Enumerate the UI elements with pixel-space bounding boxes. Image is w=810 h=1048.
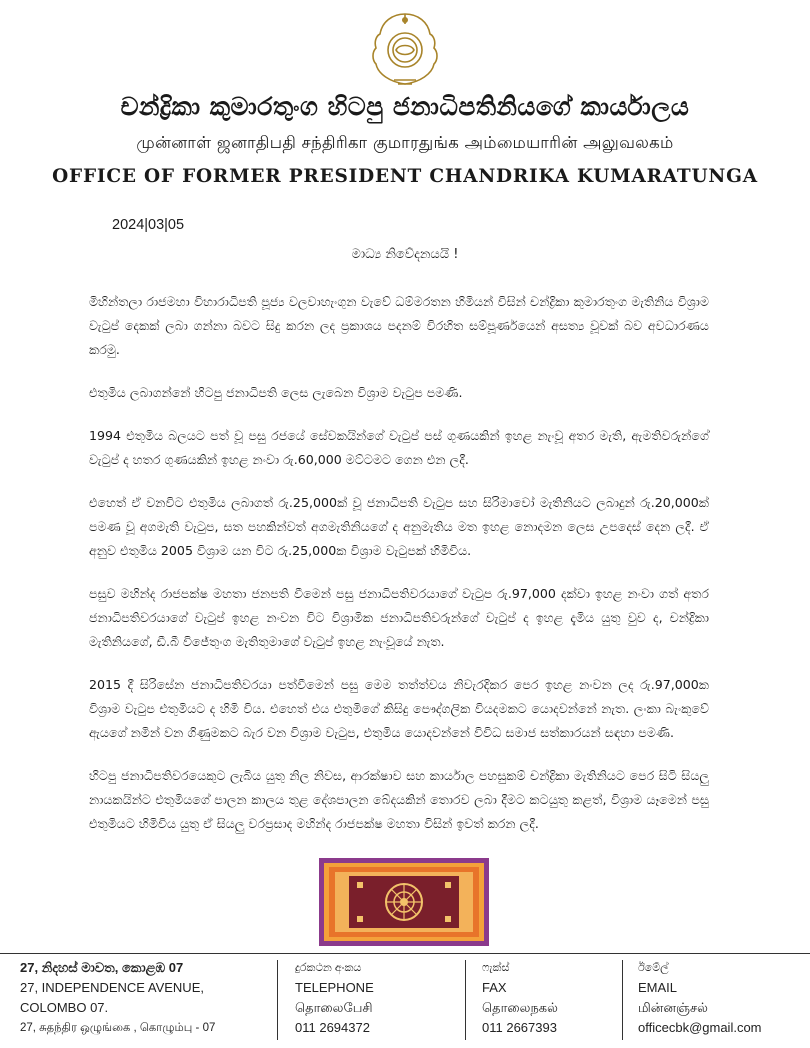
office-title-english: OFFICE OF FORMER PRESIDENT CHANDRIKA KUMARATUNGA (52, 166, 758, 187)
footer-divider (0, 953, 810, 954)
email-label-tamil: மின்னஞ்சல் (638, 1000, 708, 1015)
document-date: 2024|03|05 (112, 217, 185, 233)
footer-separator (622, 960, 623, 1040)
telephone-label-english: TELEPHONE (295, 980, 374, 995)
address-english-line2: COLOMBO 07. (20, 1000, 109, 1015)
office-title-tamil: முன்னாள் ஜனாதிபதி சந்திரிகா குமாரதுங்க அம்மையாரின் அலுவலகம் (136, 133, 674, 152)
footer-separator (277, 960, 278, 1040)
paragraph: මිහින්තලා රාජමහා විහාරාධිපති පූජ්‍ය වලවාහැංගුන වැවේ ධම්මරතන හිමියන් විසින් චන්ද්‍රිකා කුමාරතුංග මැතිනිය විශ්‍රාම වැටුප් දෙකක් ලබා ගන්නා බවට සිදු කරන ලද ප්‍රකාශය පදනම් විරහිත සම්පූර්ණයෙන් අසත්‍ය වූවක් බව අවධාරණය කරමු. (89, 294, 709, 357)
address-tamil: 27, சுதந்திர ஒழுங்கை , கொழும்பு - 07 (20, 1022, 216, 1034)
fax-number: 011 2667393 (482, 1020, 557, 1035)
footer-address (20, 958, 270, 1038)
telephone-number[interactable]: 011 2694372 (295, 1020, 370, 1035)
office-title-sinhala: චන්ද්‍රිකා කුමාරතුංග හිටපු ජනාධිපතිනියගේ කාර්යාලය (120, 92, 690, 121)
paragraph: 1994 එතුමිය බලයට පත් වූ පසු රජයේ සේවකයින්ගේ වැටුප් පස් ගුණයකින් ඉහළ නැංවූ අතර මැති, ඇමතිවරුන්ගේ වැටුප් ද හතර ගුණයකින් ඉහළ නංවා රු.60,000 මට්ටමට ගෙන එන ලදී. (89, 428, 709, 467)
fax-label-tamil: தொலைநகல் (482, 1000, 558, 1015)
address-english-line1: 27, INDEPENDENCE AVENUE, (20, 980, 204, 995)
footer-fax (482, 958, 612, 1038)
document-body (89, 290, 709, 855)
paragraph: එහෙත් ඒ වනවිට එතුමිය ලබාගත් රු.25,000ක් වූ ජනාධිපති වැටුප සහ සිරිමාවෝ මැතිනියට ලබාදුන් රු.20,000ක් පමණ වූ අගමැති වැටුප, සත පහකින්වත් අගමැතිනියගේ ද අනුමැතිය මත ඉහළ නොදමන ලෙස උපදෙස් දෙන ලදී. ඒ අනුව එතුමිය 2005 විශ්‍රාම යන විට රු.25,000ක විශ්‍රාම වැටුපක් හිමිවිය. (89, 495, 709, 558)
footer-email (638, 958, 808, 1038)
fax-label-english: FAX (482, 980, 507, 995)
party-flag-icon (319, 858, 489, 946)
paragraph: එතුමිය ලබාගන්නේ හිටපු ජනාධිපති ලෙස ලැබෙන විශ්‍රාම වැටුප පමණි. (89, 385, 463, 400)
paragraph: පසුව මහින්ද රාජපක්ෂ මහතා ජනපති වීමෙන් පසු ජනාධිපතිවරයාගේ වැටුප රු.97,000 දක්වා ඉහළ නංවා ගත් අතර ජනාධිපතිවරයාගේ වැටුප් ඉහළ නංවන විට විශ්‍රාමික ජනාධිපතිවරුන්ගේ වැටුප් ද ඉහළ දැමිය යුතු වුව ද, චන්ද්‍රිකා මැතිනියගේ, ඩී.බී විජේතුංග මැතිතුමාගේ වැටුප් ඉහළ නැංවූයේ නැත. (89, 586, 709, 649)
fax-label-sinhala: ෆැක්ස් (482, 962, 510, 974)
document-subject: මාධ්‍ය නිවේදනයයි ! (351, 247, 459, 262)
address-sinhala: 27, නිදහස් මාවත, කොළඹ 07 (20, 960, 184, 975)
email-address[interactable]: officecbk@gmail.com (638, 1020, 762, 1035)
state-emblem-icon (368, 10, 442, 88)
email-label-sinhala: ඊමේල් (638, 962, 669, 974)
telephone-label-tamil: தொலைபேசி (295, 1000, 373, 1015)
footer-telephone (295, 958, 455, 1038)
footer-separator (465, 960, 466, 1040)
paragraph: 2015 දී සිරිසේන ජනාධිපතිවරයා පත්වීමෙන් පසු මෙම තත්ත්වය නිවැරදිකර පෙර ඉහළ නංවන ලද රු.97,000ක විශ්‍රාම වැටුප එතුමියට ද හිමි විය. එහෙත් එය එතුමිගේ කිසිදු පෞද්ගලික වියදමකට යොදවන්නේ නැත. ලංකා බැංකුවේ ඇයගේ නමින් වන ගිණුමකට බැර වන විශ්‍රාම වැටුප, එතුමිය යොදවන්නේ විවිධ සමාජ සත්කාරයන් සඳහා පමණි. (89, 677, 709, 740)
email-label-english: EMAIL (638, 980, 678, 995)
telephone-label-sinhala: දුරකථන අංකය (295, 962, 362, 974)
paragraph: හිටපු ජනාධිපතිවරයෙකුට ලැබිය යුතු නිල නිවස, ආරක්ෂාව සහ කාර්යාල පහසුකම් චන්ද්‍රිකා මැතිනියට පෙර සිටි සියලු නායකයින්ට එතුමියගේ පාලන කාලය තුළ දේශපාලන බේදයකින් තොරව ලබා දීමට කටයුතු කළත්, විශ්‍රාම යෑමෙන් පසු එතුමියට හිමිවිය යුතු ඒ සියලු වරප්‍රසාද මහින්ද රාජපක්ෂ මහතා විසින් ඉවත් කරන ලදී. (89, 768, 709, 831)
